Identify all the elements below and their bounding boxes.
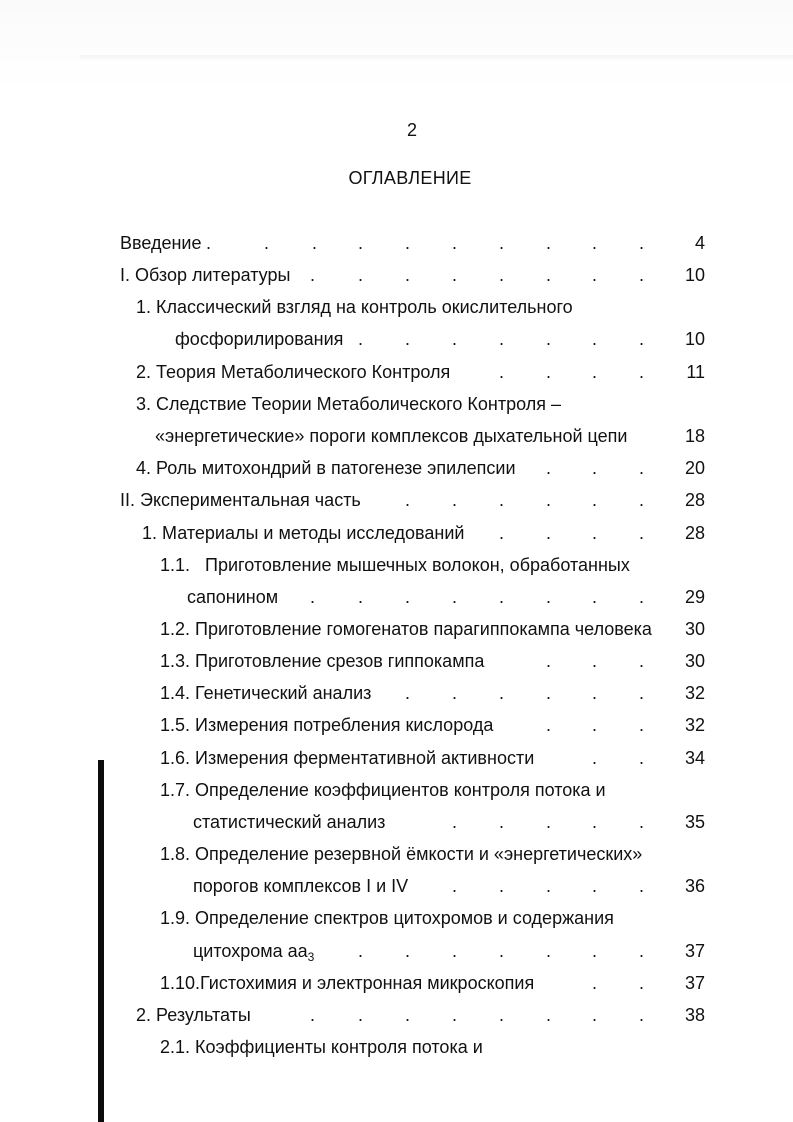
dot-leader: . . . . (499, 523, 645, 543)
toc-page-number: 36 (684, 876, 705, 896)
dot-leader: . . . . . . . (358, 941, 645, 961)
toc-line (0, 326, 793, 352)
toc-page-number: 18 (684, 426, 705, 446)
toc-page-number: 20 (684, 458, 705, 478)
toc-page-number: 10 (684, 265, 705, 285)
toc-line (0, 970, 793, 996)
toc-entry-text: 1. Классический взгляд на контроль окислительного (136, 297, 573, 317)
toc-page-number: 30 (684, 619, 705, 639)
toc-line (0, 230, 793, 256)
toc-line (0, 552, 793, 578)
dot-leader: . . . . . . . . . . (206, 233, 645, 253)
toc-line (0, 294, 793, 320)
dot-leader: . . . . . . . . (310, 587, 645, 607)
toc-line (0, 359, 793, 385)
toc-page-number: 10 (684, 329, 705, 349)
toc-page-number: 38 (684, 1005, 705, 1025)
dot-leader: . . . . . . (405, 683, 645, 703)
toc-line (0, 487, 793, 513)
toc-entry-text: I. Обзор литературы (120, 265, 291, 285)
dot-leader: . . . (546, 715, 645, 735)
toc-line (0, 873, 793, 899)
toc-line (0, 745, 793, 771)
toc-entry-text: 1.1. Приготовление мышечных волокон, обработанных (160, 555, 630, 575)
toc-entry-text: 1.7. Определение коэффициентов контроля потока и (160, 780, 606, 800)
dot-leader: . . . (546, 458, 645, 478)
toc-line (0, 391, 793, 417)
toc-line (0, 777, 793, 803)
toc-line (0, 1034, 793, 1060)
toc-page-number: 34 (684, 748, 705, 768)
toc-page-number: 32 (684, 715, 705, 735)
toc-title: ОГЛАВЛЕНИЕ (348, 168, 472, 188)
toc-entry-text: 1.3. Приготовление срезов гиппокампа (160, 651, 485, 671)
toc-entry-text: цитохрома $aa_3$ (193, 941, 315, 964)
toc-entry-text: 4. Роль митохондрий в патогенезе эпилепсии (136, 458, 516, 478)
toc-entry-text: II. Экспериментальная часть (120, 490, 361, 510)
toc-entry-text: Введение (120, 233, 202, 253)
toc-entry-text: 1.5. Измерения потребления кислорода (160, 715, 494, 735)
dot-leader: . . . . . (452, 812, 645, 832)
toc-entry-text: 2.1. Коэффициенты контроля потока и (160, 1037, 483, 1057)
toc-entry-text: 1.9. Определение спектров цитохромов и содержания (160, 908, 614, 928)
toc-entry-text: 1.8. Определение резервной ёмкости и «энергетических» (160, 844, 643, 864)
toc-entry-subscript: 3 (307, 950, 315, 964)
toc-entry-text: 2. Теория Метаболического Контроля (136, 362, 451, 382)
toc-line (0, 938, 793, 964)
toc-entry-text: 1.4. Генетический анализ (160, 683, 372, 703)
dot-leader: . . . (546, 651, 645, 671)
toc-line (0, 680, 793, 706)
toc-line (0, 520, 793, 546)
dot-leader: . . . . (499, 362, 645, 382)
toc-entry-text: статистический анализ (193, 812, 386, 832)
toc-entry-text: 1.6. Измерения ферментативной активности (160, 748, 535, 768)
toc-page-number: 11 (686, 362, 705, 382)
toc-page-number: 37 (684, 941, 705, 961)
toc-entry-text: 1. Материалы и методы исследований (142, 523, 465, 543)
dot-leader: . . . . . . . . (310, 1005, 645, 1025)
dot-leader: . . (592, 748, 645, 768)
scan-shadow (80, 55, 793, 61)
toc-line (0, 423, 793, 449)
toc-line (0, 648, 793, 674)
toc-entry-text: порогов комплексов I и IV (193, 876, 409, 896)
toc-entry-text: 3. Следствие Теории Метаболического Контроля – (136, 394, 562, 414)
dot-leader: . . (592, 973, 645, 993)
toc-line (0, 809, 793, 835)
toc-entry-text: «энергетические» пороги комплексов дыхательной цепи (155, 426, 628, 446)
toc-page-number: 29 (684, 587, 705, 607)
toc-page-number: 28 (684, 490, 705, 510)
toc-line (0, 616, 793, 642)
toc-page-number: 37 (684, 973, 705, 993)
dot-leader: . . . . . (452, 876, 645, 896)
toc-page-number: 35 (684, 812, 705, 832)
toc-entry-text: 1.2. Приготовление гомогенатов парагиппокампа человека (160, 619, 652, 639)
dot-leader: . . . . . . (405, 490, 645, 510)
toc-page-number: 30 (684, 651, 705, 671)
toc-entry-text: 2. Результаты (136, 1005, 251, 1025)
dot-leader: . . . . . . . (358, 329, 645, 349)
toc-entry-text: фосфорилирования (175, 329, 344, 349)
toc-entry-text: сапонином (187, 587, 279, 607)
toc-line (0, 841, 793, 867)
toc-line (0, 455, 793, 481)
toc-line (0, 712, 793, 738)
toc-line (0, 1002, 793, 1028)
toc-line (0, 262, 793, 288)
toc-page-number: 4 (694, 233, 705, 253)
dot-leader: . . . . . . . . (310, 265, 645, 285)
toc-line (0, 905, 793, 931)
toc-page-number: 28 (684, 523, 705, 543)
page-number: 2 (406, 120, 417, 140)
toc-entry-text: 1.10.Гистохимия и электронная микроскопия (160, 973, 535, 993)
toc-line (0, 584, 793, 610)
toc-page-number: 32 (684, 683, 705, 703)
